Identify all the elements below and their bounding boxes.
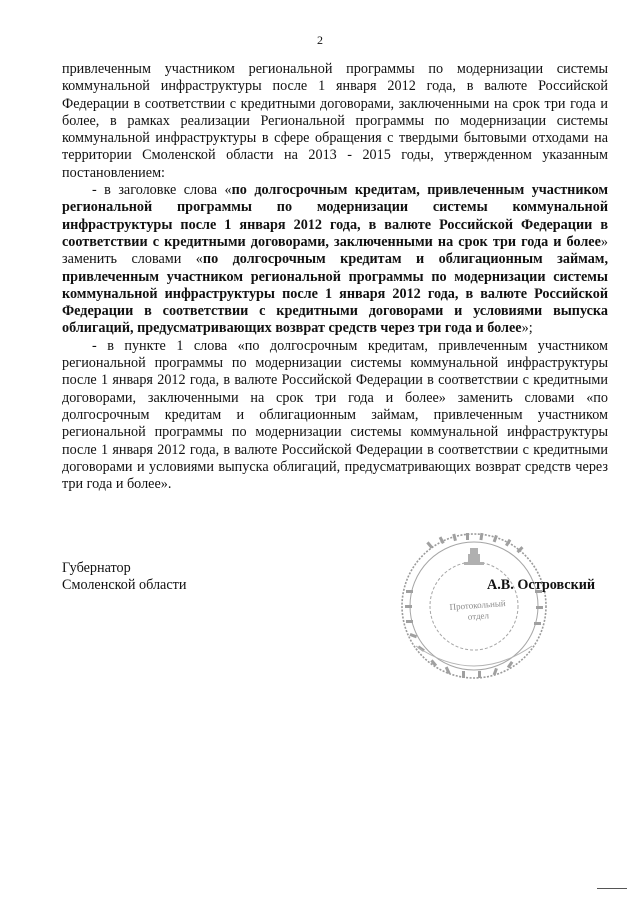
signatory-position: Губернатор	[62, 560, 131, 576]
amendment-suffix: »;	[521, 320, 533, 337]
signatory-title	[62, 560, 186, 595]
stamp-department: Протокольный	[449, 598, 507, 612]
amendment-replace-text: » заменить словами «	[62, 233, 608, 268]
page-number: 2	[317, 33, 323, 47]
stamp-department-suffix: отдел	[467, 610, 490, 622]
paragraph-intro: привлеченным участником региональной программы по модернизации системы коммунальной инфраструктуры после 1 января 2012 года, в валюте Российской Федерации в соответствии с кредитными договорами, заключенными на срок три года и более, в рамках реализации Региональной программы по модернизации системы коммунальной инфраструктуры в сфере обращения с твердыми бытовыми отходами на территории Смоленской области на 2013 - 2015 годы, утвержденном указанным постановлением:	[62, 61, 608, 181]
new-title-text: по долгосрочным кредитам и облигационным займам, привлеченным участником региональной программы по модернизации системы коммунальной инфраструктуры после 1 января 2012 года, в валюте Российской Федерации в соответствии с кредитными договорами и условиями выпуска облигаций, предусматривающих возврат средств через три года и более	[62, 251, 608, 337]
signatory-region: Смоленской области	[62, 577, 187, 594]
old-title-text: по долгосрочным кредитам, привлеченным участником региональной программы по модернизации системы коммунальной инфраструктуры после 1 января 2012 года, в валюте Российской Федерации в соответствии с кредитными договорами, заключенными на срок три года и более	[62, 182, 608, 250]
document-body	[62, 61, 608, 493]
footer-divider	[597, 888, 627, 889]
paragraph-title-amendment	[62, 182, 608, 338]
signatory-name: А.В. Островский	[487, 577, 596, 593]
amendment-prefix: - в заголовке слова «	[92, 182, 232, 199]
paragraph-point-amendment: - в пункте 1 слова «по долгосрочным кредитам, привлеченным участником региональной программы по модернизации системы коммунальной инфраструктуры после 1 января 2012 года, в валюте Российской Федерации в соответствии с кредитными договорами, заключенными на срок три года и более» заменить словами «по долгосрочным кредитам и облигационным займам, привлеченным участником региональной программы по модернизации системы коммунальной инфраструктуры после 1 января 2012 года, в валюте Российской Федерации в соответствии с кредитными договорами и условиями выпуска облигаций, предусматривающих возврат средств через три года и более».	[62, 337, 608, 493]
